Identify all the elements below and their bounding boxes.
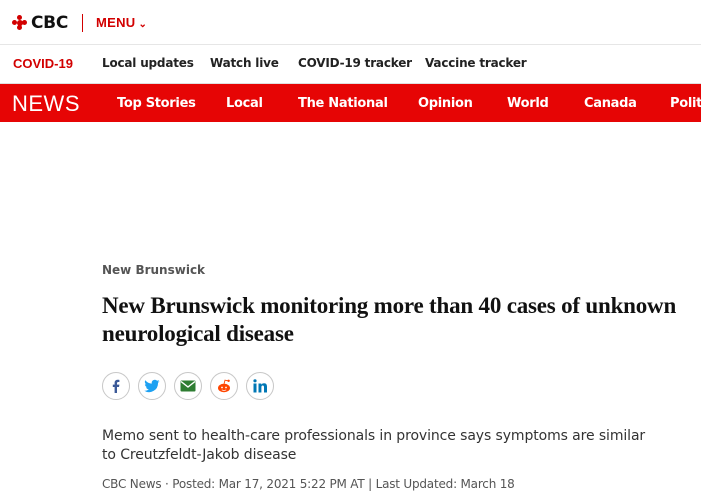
twitter-icon	[144, 379, 160, 393]
chevron-down-icon: ⌄	[138, 19, 148, 30]
menu-label: MENU	[96, 15, 136, 30]
cbc-gem-icon	[12, 15, 28, 31]
covid-link-vaccine-tracker[interactable]: Vaccine tracker	[425, 56, 527, 70]
facebook-icon	[109, 379, 123, 393]
nav-item-opinion[interactable]: Opinion	[418, 96, 473, 111]
covid-link-local-updates[interactable]: Local updates	[102, 56, 194, 70]
article-section[interactable]: New Brunswick	[102, 263, 206, 277]
article-headline: New Brunswick monitoring more than 40 cases of unknown neurological disease	[102, 293, 677, 346]
nav-item-canada[interactable]: Canada	[584, 96, 637, 111]
covid-link-tracker[interactable]: COVID-19 tracker	[298, 56, 412, 70]
nav-item-politics[interactable]: Politi	[670, 96, 706, 111]
article-byline: CBC News · Posted: Mar 17, 2021 5:22 PM AT | Last Updated: March 18	[102, 477, 515, 491]
cbc-logo[interactable]	[12, 13, 68, 33]
share-linkedin-button[interactable]	[246, 372, 274, 400]
article-deck: Memo sent to health-care professionals in province says symptoms are similar to Creutzfeldt-Jakob disease	[102, 428, 646, 463]
share-email-button[interactable]	[174, 372, 202, 400]
menu-button[interactable]	[96, 15, 147, 30]
share-reddit-button[interactable]	[210, 372, 238, 400]
covid-link-watch-live[interactable]: Watch live	[210, 56, 279, 70]
top-header	[0, 0, 701, 45]
share-bar	[102, 372, 282, 400]
share-facebook-button[interactable]	[102, 372, 130, 400]
covid-bar	[0, 45, 701, 84]
nav-item-top-stories[interactable]: Top Stories	[117, 96, 196, 111]
share-twitter-button[interactable]	[138, 372, 166, 400]
logo-text: CBC	[31, 13, 69, 33]
nav-item-the-national[interactable]: The National	[298, 96, 388, 111]
news-brand[interactable]: NEWS	[12, 91, 80, 116]
linkedin-icon	[253, 379, 267, 393]
news-nav	[0, 84, 706, 122]
covid-label[interactable]: COVID-19	[13, 56, 73, 71]
header-divider	[82, 14, 83, 32]
nav-item-local[interactable]: Local	[226, 96, 263, 111]
email-icon	[180, 380, 196, 392]
reddit-icon	[216, 379, 232, 393]
nav-item-world[interactable]: World	[507, 96, 549, 111]
